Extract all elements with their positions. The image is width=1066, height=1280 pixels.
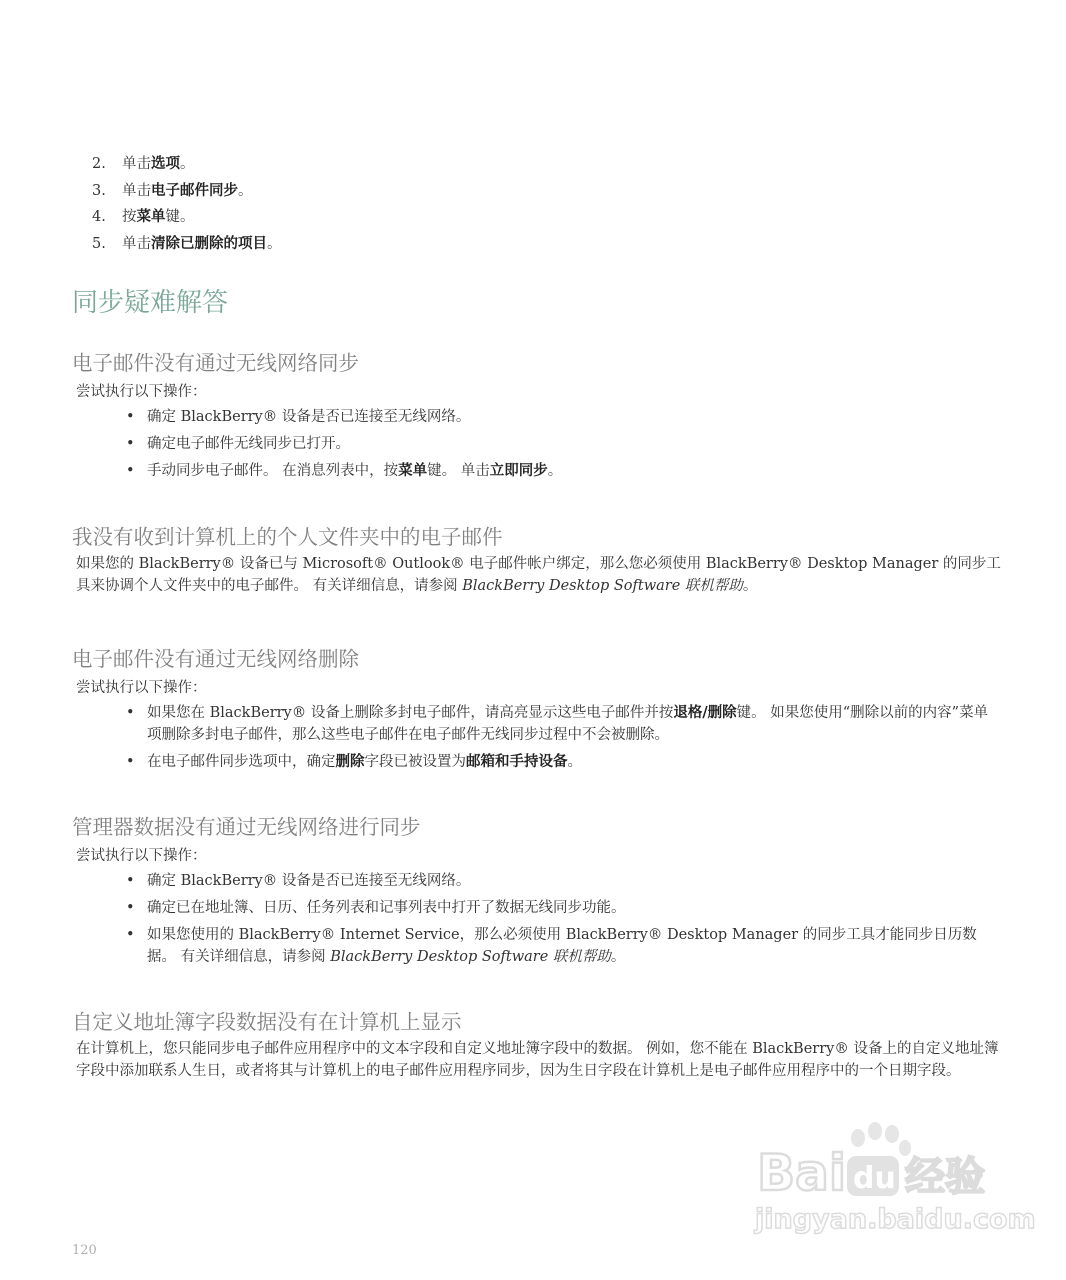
subsection-title: 管理器数据没有通过无线网络进行同步 (72, 815, 421, 839)
baidu-jingyan-watermark (755, 1118, 1036, 1243)
subsection-personal-folders (72, 523, 1012, 597)
list-item: • 确定已在地址簿、日历、任务列表和记事列表中打开了数据无线同步功能。 (72, 897, 997, 919)
watermark-du-text: du (853, 1161, 896, 1196)
subsection-email-not-deleting (72, 645, 1012, 778)
page-number: 120 (72, 1243, 97, 1258)
list-item: 4. 按菜单键。 (92, 208, 195, 225)
intro-text: 尝试执行以下操作： (76, 848, 207, 864)
list-item: 5. 单击清除已删除的项目。 (92, 234, 282, 252)
list-item: • 如果您使用的 BlackBerry® Internet Service，那么必须使用 BlackBerry® Desktop Manager 的同步工具才能同步日历数据。 有关详细信息，请参阅 BlackBerry Desktop Software 联机帮助。 (72, 924, 997, 968)
bullet-list (72, 406, 1012, 482)
body-text: 在计算机上，您只能同步电子邮件应用程序中的文本字段和自定义地址簿字段中的数据。 例如，您不能在 BlackBerry® 设备上的自定义地址簿字段中添加联系人生日，或者将其与计算机上的电子邮件应用程序同步，因为生日字段在计算机上是电子邮件应用程序中的一个日期字段。 (76, 1041, 999, 1079)
subsection-title: 电子邮件没有通过无线网络同步 (72, 351, 359, 375)
body-text: 如果您的 BlackBerry® 设备已与 Microsoft® Outlook® 电子邮件帐户绑定，那么您必须使用 BlackBerry® Desktop Manager 的同步工具来协调个人文件夹中的电子邮件。 有关详细信息，请参阅 BlackBerry Desktop Software 联机帮助。 (76, 556, 1001, 594)
subsection-title: 自定义地址簿字段数据没有在计算机上显示 (72, 1010, 462, 1034)
subsection-title: 我没有收到计算机上的个人文件夹中的电子邮件 (72, 525, 503, 549)
list-item: • 如果您在 BlackBerry® 设备上删除多封电子邮件，请高亮显示这些电子邮件并按退格/删除键。 如果您使用“删除以前的内容”菜单项删除多封电子邮件，那么这些电子邮件在电子邮件无线同步过程中不会被删除。 (72, 702, 997, 746)
watermark-cn-text: 经验 (905, 1154, 985, 1200)
list-item: • 在电子邮件同步选项中，确定删除字段已被设置为邮箱和手持设备。 (72, 751, 997, 773)
list-item: • 手动同步电子邮件。 在消息列表中，按菜单键。 单击立即同步。 (72, 460, 997, 482)
list-item: 3. 单击电子邮件同步。 (92, 181, 253, 199)
steps-list (92, 151, 282, 257)
subsection-organizer-data (72, 813, 1012, 973)
section-title: 同步疑难解答 (72, 288, 229, 318)
list-item: 2. 单击选项。 (92, 155, 195, 172)
watermark-url: jingyan.baidu.com (755, 1204, 1036, 1235)
subsection-email-not-syncing (72, 349, 1012, 487)
list-item: • 确定 BlackBerry® 设备是否已连接至无线网络。 (72, 406, 997, 428)
subsection-custom-fields (72, 1008, 1012, 1082)
list-item: • 确定 BlackBerry® 设备是否已连接至无线网络。 (72, 870, 997, 892)
bullet-list (72, 870, 1012, 968)
subsection-title: 电子邮件没有通过无线网络删除 (72, 647, 359, 671)
watermark-logo-text: Bai (757, 1144, 846, 1202)
intro-text: 尝试执行以下操作： (76, 680, 207, 696)
intro-text: 尝试执行以下操作： (76, 384, 207, 400)
list-item: • 确定电子邮件无线同步已打开。 (72, 433, 997, 455)
bullet-list (72, 702, 1012, 773)
paw-logo-icon (851, 1122, 911, 1156)
